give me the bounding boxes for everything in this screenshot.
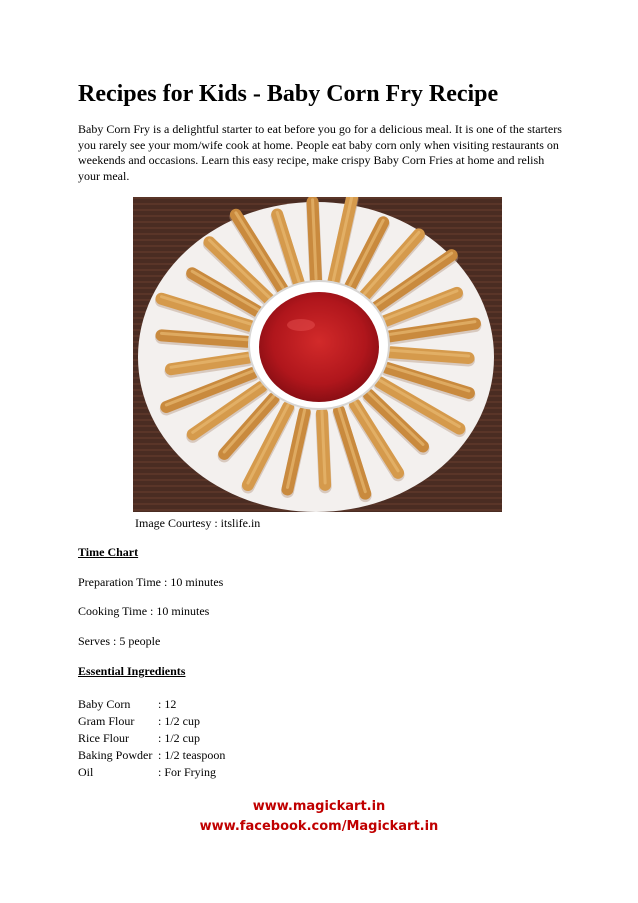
serves: Serves : 5 people [78,634,161,648]
image-courtesy: Image Courtesy : itslife.in [135,516,261,530]
ingredient-row [78,696,225,713]
ingredient-row [78,730,225,747]
time-chart-heading: Time Chart [78,545,139,559]
ingredient-qty: : 1/2 cup [158,731,200,745]
recipe-photo [133,197,502,512]
ingredient-name: Baby Corn [78,697,131,711]
ingredient-name: Baking Powder [78,748,153,762]
ingredient-row [78,713,225,730]
baby-corn-fry-image [133,197,502,512]
ingredients-table [78,696,225,781]
ingredient-qty: : 12 [158,697,177,711]
page-title: Recipes for Kids - Baby Corn Fry Recipe [78,81,499,107]
ingredient-qty: : For Frying [158,765,217,779]
ingredient-qty: : 1/2 cup [158,714,200,728]
ingredient-name: Gram Flour [78,714,135,728]
cooking-time: Cooking Time : 10 minutes [78,604,210,618]
website-link[interactable]: www.magickart.in [252,799,386,814]
ketchup-sauce [259,292,379,402]
ingredient-qty: : 1/2 teaspoon [158,748,226,762]
facebook-link[interactable]: www.facebook.com/Magickart.in [199,819,439,834]
sauce-highlight [287,319,315,331]
ingredient-row [78,764,225,781]
ingredient-row [78,747,225,764]
intro-paragraph: Baby Corn Fry is a delightful starter to eat before you go for a delicious meal. It is one of the starters you rarely see your mom/wife cook at home. People eat baby corn only when visiting restaurants on weekends and occasions. Learn this easy recipe, make crispy Baby Corn Fries at home and relish your meal. [78,122,562,183]
preparation-time: Preparation Time : 10 minutes [78,575,224,589]
ingredient-name: Rice Flour [78,731,129,745]
ingredients-heading: Essential Ingredients [78,664,186,678]
ingredient-name: Oil [78,765,94,779]
